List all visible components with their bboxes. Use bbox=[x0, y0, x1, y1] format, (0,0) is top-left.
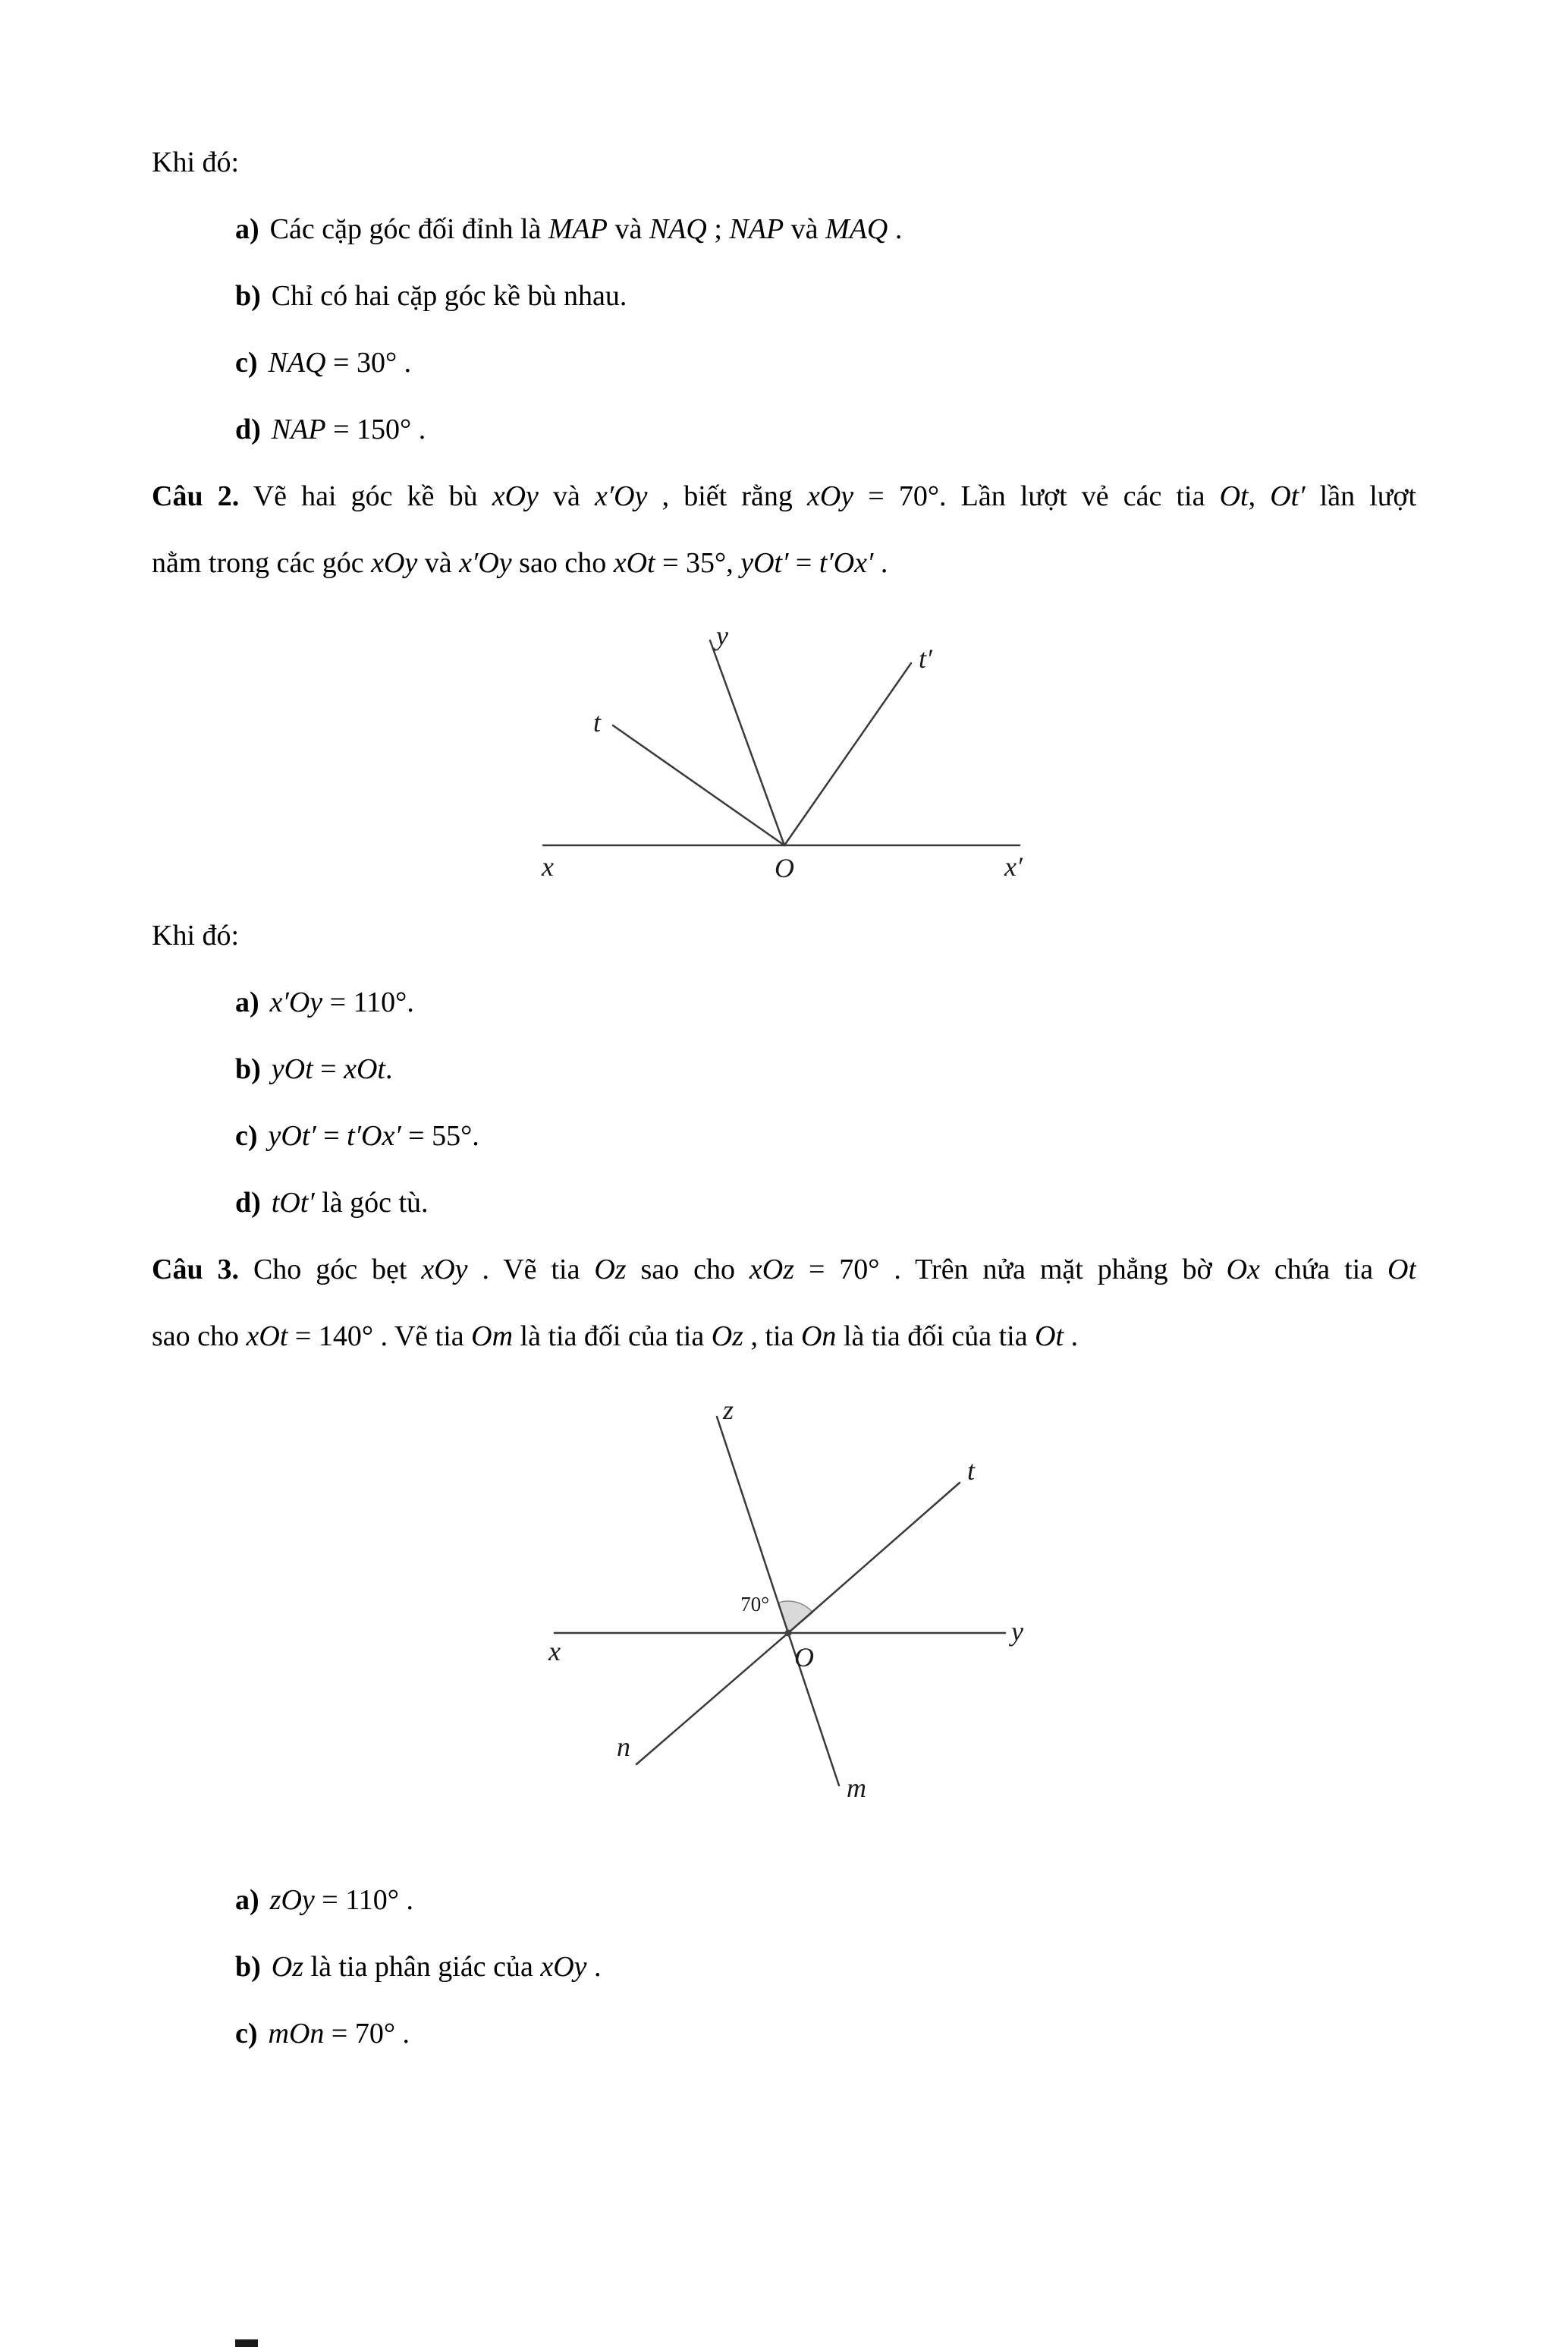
ray-ot bbox=[613, 725, 784, 845]
ray-ot bbox=[788, 1483, 960, 1633]
question-2-line-1: Câu 2. Vẽ hai góc kề bù xOy và x′Oy , biết rằng xOy = 70°. Lần lượt vẻ các tia Ot, Ot′ lần lượt bbox=[152, 480, 1416, 512]
answer-item-1d bbox=[152, 396, 1416, 463]
item-text: zOy = 110° . bbox=[269, 1884, 413, 1916]
answer-item-2b bbox=[152, 1036, 1416, 1103]
label-z: z bbox=[722, 1396, 734, 1425]
figure-question-3 bbox=[152, 1396, 1416, 1825]
item-text: tOt′ là góc tù. bbox=[271, 1187, 429, 1219]
question-3-line-2: sao cho xOt = 140° . Vẽ tia Om là tia đối của tia Oz , tia On là tia đối của tia Ot . bbox=[152, 1320, 1079, 1352]
ray-otprime bbox=[784, 663, 911, 845]
item-label: d) bbox=[235, 1187, 261, 1219]
label-xprime: x′ bbox=[1004, 851, 1023, 879]
answer-item-2c bbox=[152, 1103, 1416, 1169]
answer-item-1c bbox=[152, 329, 1416, 396]
angle-diagram-q2 bbox=[534, 618, 1035, 879]
answer-item-3a bbox=[152, 1867, 1416, 1933]
label-t: t bbox=[966, 1455, 975, 1486]
item-text: yOt = xOt. bbox=[271, 1053, 393, 1085]
item-label: b) bbox=[235, 280, 261, 312]
question-3-answers bbox=[152, 1867, 1416, 2067]
angle-70-label: 70° bbox=[740, 1593, 769, 1616]
answer-item-3c bbox=[152, 2000, 1416, 2067]
label-tprime: t′ bbox=[918, 643, 932, 674]
item-label: a) bbox=[235, 213, 259, 245]
answer-item-1b bbox=[152, 263, 1416, 329]
document-page bbox=[0, 129, 1568, 2347]
item-label: a) bbox=[235, 1884, 259, 1916]
label-m: m bbox=[846, 1773, 866, 1803]
answer-item-3b bbox=[152, 1933, 1416, 2000]
answer-item-2a bbox=[152, 969, 1416, 1036]
item-label: a) bbox=[235, 986, 259, 1018]
item-text: NAP = 150° . bbox=[271, 414, 426, 445]
question-3-line-1: Câu 3. Cho góc bẹt xOy . Vẽ tia Oz sao cho xOz = 70° . Trên nửa mặt phẳng bờ Ox chứa tia Ot bbox=[152, 1254, 1416, 1285]
item-label: c) bbox=[235, 1120, 258, 1152]
label-t: t bbox=[592, 707, 601, 738]
label-y: y bbox=[715, 621, 728, 651]
item-text: x′Oy = 110°. bbox=[269, 986, 414, 1018]
item-label: b) bbox=[235, 1053, 261, 1085]
item-text: mOn = 70° . bbox=[268, 2018, 410, 2050]
page-content bbox=[0, 129, 1568, 2067]
item-label: c) bbox=[235, 347, 258, 379]
label-O: O bbox=[774, 853, 794, 879]
label-O: O bbox=[793, 1642, 814, 1672]
section-intro-2: Khi đó: bbox=[152, 920, 240, 952]
item-text: NAQ = 30° . bbox=[268, 347, 412, 379]
item-text: yOt′ = t′Ox′ = 55°. bbox=[268, 1120, 479, 1152]
section-intro-1: Khi đó: bbox=[152, 146, 240, 178]
angle-diagram-q3 bbox=[538, 1396, 1031, 1825]
figure-question-2 bbox=[152, 618, 1416, 879]
item-text: Các cặp góc đối đỉnh là MAP và NAQ ; NAP và MAQ . bbox=[269, 213, 903, 245]
label-n: n bbox=[616, 1732, 630, 1762]
label-y: y bbox=[1010, 1616, 1023, 1647]
item-label: d) bbox=[235, 414, 261, 445]
item-text: Chỉ có hai cặp góc kề bù nhau. bbox=[271, 280, 627, 312]
clipped-next-line-top bbox=[235, 2339, 258, 2347]
item-label: b) bbox=[235, 1951, 261, 1983]
item-label: c) bbox=[235, 2018, 258, 2050]
answer-item-2d bbox=[152, 1169, 1416, 1236]
point-O bbox=[784, 1630, 791, 1637]
ray-oy bbox=[710, 640, 784, 845]
question-2-line-2: nằm trong các góc xOy và x′Oy sao cho xOt = 35°, yOt′ = t′Ox′ . bbox=[152, 547, 888, 579]
label-x: x bbox=[548, 1636, 561, 1666]
item-text: Oz là tia phân giác của xOy . bbox=[271, 1951, 602, 1983]
answer-item-1a bbox=[152, 196, 1416, 263]
ray-on bbox=[636, 1633, 788, 1764]
label-x: x bbox=[541, 851, 554, 879]
